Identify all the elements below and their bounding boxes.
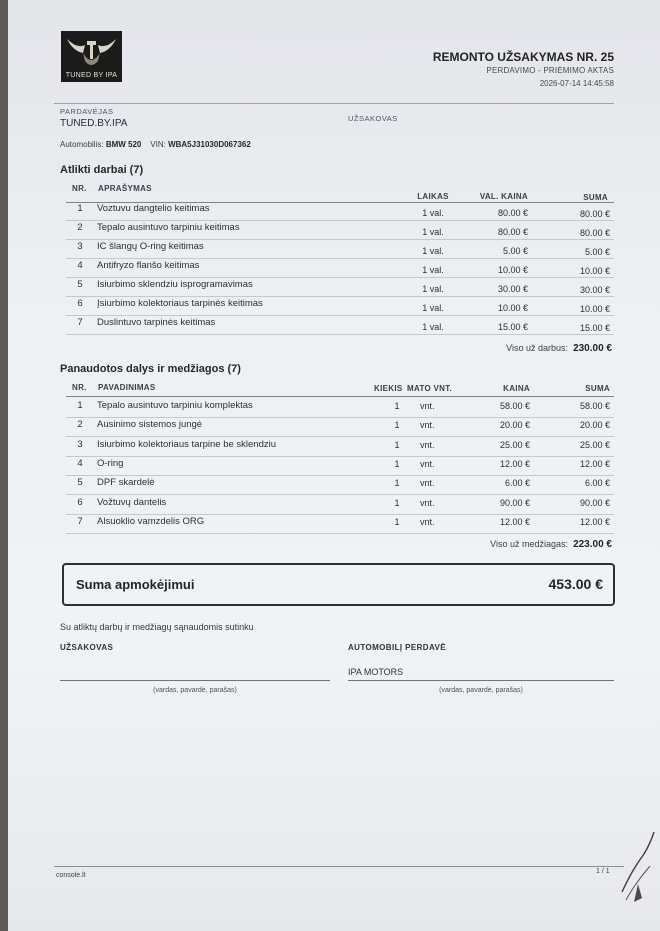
works-header-time: LAIKAS [417, 192, 449, 201]
parts-row-qty: 1 [394, 478, 400, 489]
footer-page-number: 1 / 1 [596, 868, 610, 875]
parts-row-divider [66, 533, 614, 534]
works-row-description: Duslintuvo tarpinės keitimas [97, 317, 216, 328]
works-header-sum: SUMA [583, 193, 608, 202]
works-row-time: 1 val. [422, 303, 444, 313]
parts-row-nr: 6 [77, 496, 83, 508]
works-row-sum: 80.00 € [579, 209, 610, 219]
works-row-nr: 2 [77, 222, 83, 233]
parts-row-name: Isiurbimo kolektoriaus tarpine be sklendziu [97, 438, 277, 450]
logo-text: TUNED BY IPA [65, 72, 118, 79]
works-total-label: Viso už darbus: [506, 343, 569, 353]
works-header-desc: APRAŠYMAS [98, 184, 152, 193]
parts-row-price: 20.00 € [499, 420, 530, 431]
works-row-sum: 15.00 € [579, 323, 610, 333]
parts-row-name: DPF skardelė [97, 477, 155, 489]
customer-label: UŽSAKOVAS [348, 114, 398, 123]
works-row-sum: 80.00 € [579, 228, 610, 238]
parts-row-name: Ausinimo sistemos jungė [97, 419, 203, 431]
parts-row-price: 12.00 € [499, 458, 530, 469]
parts-row-sum: 90.00 € [579, 497, 610, 508]
works-row-price: 80.00 € [497, 208, 528, 218]
footer-site: console.lt [56, 872, 86, 879]
parts-row-sum: 12.00 € [579, 516, 610, 527]
parts-row-qty: 1 [394, 458, 400, 469]
works-row-time: 1 val. [422, 208, 444, 218]
handover-signature-label: AUTOMOBILĮ PERDAVĖ [348, 643, 447, 652]
works-row-divider [66, 334, 614, 335]
payment-summary-box [62, 563, 615, 606]
parts-row-name: Vožtuvų dantelis [97, 496, 167, 508]
payment-amount: 453.00 € [548, 576, 603, 592]
works-row-nr: 5 [77, 279, 83, 290]
parts-row-sum: 6.00 € [584, 478, 610, 489]
parts-row-nr: 5 [77, 477, 83, 489]
parts-row-nr: 1 [77, 400, 83, 411]
works-row-sum: 10.00 € [579, 304, 610, 314]
works-row-price: 10.00 € [497, 265, 528, 275]
parts-row-name: Tepalo ausintuvo tarpiniu komplektas [97, 400, 253, 411]
parts-row-sum: 58.00 € [579, 401, 610, 411]
parts-row-divider [66, 514, 614, 515]
works-row-divider [66, 220, 614, 221]
works-row-description: Antifryzo flanšo keitimas [97, 260, 200, 271]
document-subtitle: PERDAVIMO - PRIĖMIMO AKTAS [486, 66, 614, 75]
works-row-time: 1 val. [422, 265, 444, 275]
parts-row-divider [66, 475, 614, 476]
works-row-sum: 10.00 € [579, 266, 610, 276]
vin-label: VIN: [150, 140, 166, 149]
parts-row-price: 12.00 € [499, 516, 530, 527]
paper-curl-shadow [620, 832, 656, 902]
vehicle-info [60, 140, 251, 149]
works-row-sum: 5.00 € [584, 247, 610, 257]
works-row-nr: 4 [77, 260, 83, 271]
parts-row-unit: vnt. [420, 497, 435, 508]
handover-signature-hint: (vardas, pavardė, parašas) [439, 687, 523, 694]
document-title: REMONTO UŽSAKYMAS NR. 25 [432, 50, 614, 64]
parts-title: Panaudotos dalys ir medžiagos (7) [60, 363, 241, 375]
payment-label: Suma apmokėjimui [76, 577, 195, 592]
seller-name: TUNED.BY.IPA [60, 118, 128, 129]
parts-row-sum: 20.00 € [579, 420, 610, 431]
parts-row-price: 58.00 € [499, 401, 530, 411]
parts-row-qty: 1 [394, 420, 400, 431]
parts-row-name: O-ring [97, 457, 124, 469]
parts-row-sum: 25.00 € [579, 439, 610, 450]
works-row-description: Isiurbimo sklendziu isprogramavimas [97, 279, 253, 290]
vin-value: WBA5J31030D067362 [168, 140, 251, 149]
parts-row-nr: 7 [77, 515, 83, 527]
works-row-time: 1 val. [422, 322, 444, 332]
works-row-divider [66, 315, 614, 316]
works-row-divider [66, 277, 614, 278]
customer-signature-hint: (vardas, pavardė, parašas) [153, 687, 237, 694]
parts-row-qty: 1 [394, 401, 400, 411]
parts-total-label: Viso už medžiagas: [490, 539, 569, 549]
parts-row-unit: vnt. [420, 439, 435, 450]
customer-signature-label: UŽSAKOVAS [60, 643, 114, 652]
parts-row-divider [66, 494, 614, 495]
handover-signature-line [348, 680, 614, 681]
parts-header-nr: NR. [72, 383, 87, 392]
parts-row-price: 6.00 € [504, 478, 530, 489]
parts-row-divider [66, 456, 614, 457]
parts-header-qty: KIEKIS [374, 384, 403, 393]
works-total [428, 343, 612, 354]
works-total-value: 230.00 € [573, 343, 612, 354]
works-row-nr: 3 [77, 241, 83, 252]
parts-row-sum: 12.00 € [579, 458, 610, 469]
works-row-price: 80.00 € [497, 227, 528, 237]
works-row-time: 1 val. [422, 246, 444, 256]
works-row-nr: 6 [77, 298, 83, 309]
works-row-divider [66, 296, 614, 297]
customer-signature-line [60, 680, 330, 681]
parts-header-price: KAINA [503, 384, 530, 393]
parts-row-nr: 4 [77, 457, 83, 469]
parts-row-nr: 2 [77, 419, 83, 431]
parts-header-line [66, 396, 614, 397]
works-header-price: VAL. KAINA [479, 192, 528, 201]
works-row-description: Tepalo ausintuvo tarpiniu keitimas [97, 222, 240, 233]
parts-row-unit: vnt. [420, 478, 435, 489]
works-row-price: 5.00 € [502, 246, 528, 256]
works-row-nr: 7 [77, 317, 83, 328]
parts-row-qty: 1 [394, 439, 400, 450]
works-row-price: 30.00 € [497, 284, 528, 294]
parts-header-unit: MATO VNT. [407, 384, 453, 393]
works-title: Atlikti darbai (7) [60, 164, 144, 176]
works-row-description: Voztuvu dangtelio keitimas [97, 203, 210, 214]
parts-row-unit: vnt. [420, 420, 435, 431]
parts-row-nr: 3 [77, 438, 83, 450]
car-model: BMW 520 [105, 140, 142, 149]
parts-row-price: 90.00 € [499, 497, 530, 508]
parts-row-qty: 1 [394, 497, 400, 508]
header-divider [54, 103, 614, 104]
document-page [8, 0, 660, 931]
agreement-text: Su atliktų darbų ir medžiagų sąnaudomis sutinku [60, 622, 254, 632]
works-row-price: 15.00 € [497, 322, 528, 332]
parts-total-value: 223.00 € [573, 539, 612, 550]
seller-label: PARDAVĖJAS [60, 107, 114, 116]
works-row-nr: 1 [77, 203, 83, 214]
parts-row-unit: vnt. [420, 516, 435, 527]
parts-header-sum: SUMA [585, 384, 610, 393]
works-row-sum: 30.00 € [579, 285, 610, 295]
parts-row-name: Alsuoklio vamzdelis ORG [97, 515, 205, 527]
works-row-time: 1 val. [422, 227, 444, 237]
works-row-time: 1 val. [422, 284, 444, 294]
works-row-divider [66, 239, 614, 240]
works-row-description: IC šlangų O-ring keitimas [97, 241, 204, 252]
company-logo [61, 31, 122, 82]
handover-name: IPA MOTORS [348, 667, 404, 677]
parts-header-name: PAVADINIMAS [98, 383, 156, 392]
parts-row-divider [66, 417, 614, 418]
works-row-description: Įsiurbimo kolektoriaus tarpinės keitimas [97, 298, 263, 309]
parts-total [408, 539, 612, 550]
parts-row-unit: vnt. [420, 401, 435, 411]
parts-row-divider [66, 436, 614, 437]
works-row-price: 10.00 € [497, 303, 528, 313]
footer-divider [54, 866, 624, 867]
document-datetime: 2026-07-14 14:45:58 [539, 79, 614, 88]
works-header-nr: NR. [72, 184, 87, 193]
works-row-divider [66, 258, 614, 259]
parts-row-unit: vnt. [420, 458, 435, 469]
parts-row-price: 25.00 € [499, 439, 530, 450]
parts-row-qty: 1 [394, 516, 400, 527]
car-label: Automobilis: [60, 140, 104, 149]
